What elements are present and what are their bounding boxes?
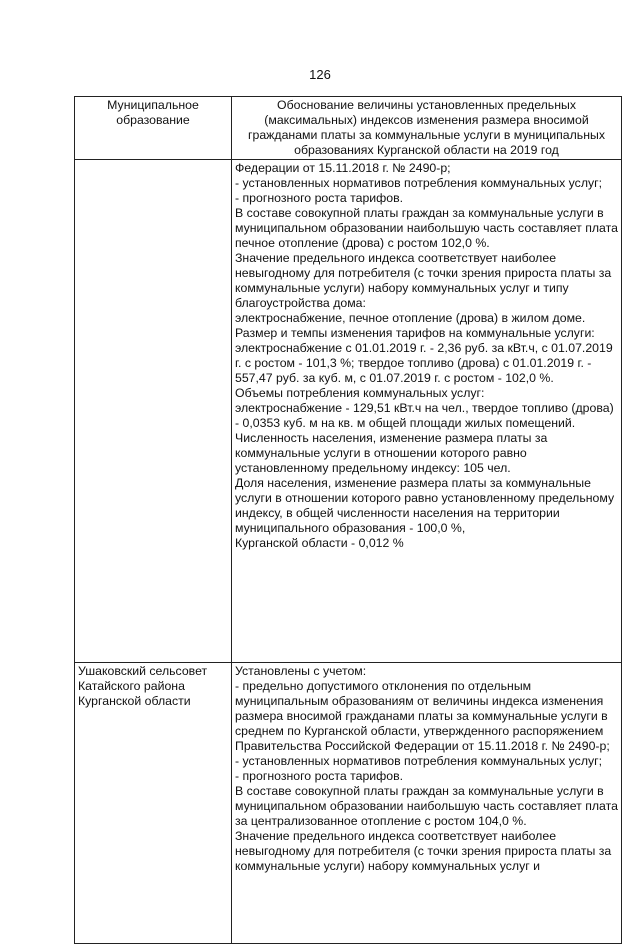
text-line: электроснабжение с 01.01.2019 г. - 2,36 руб. за кВт.ч, с 01.07.2019 г. с ростом - 101,3 %; твердое топливо (дрова) с 01.01.2019 г. - 557,47 руб. за куб. м, с 01.07.2019 г. с ростом - 102,0 %. xyxy=(235,341,613,385)
justification-cell xyxy=(232,663,622,944)
table-row xyxy=(75,160,622,663)
text-line: - установленных нормативов потребления коммунальных услуг; xyxy=(235,176,603,190)
text-line: В составе совокупной платы граждан за коммунальные услуги в муниципальном образовании наибольшую часть составляет плата печное отопление (дрова) с ростом 102,0 %. xyxy=(235,206,618,250)
header-justification: Обоснование величины установленных предельных (максимальных) индексов изменения размера вносимой гражданами платы за коммунальные услуги в муниципальных образованиях Курганской области на 2019 год xyxy=(232,97,622,160)
page-number: 126 xyxy=(309,67,331,82)
text-line: Доля населения, изменение размера платы за коммунальные услуги в отношении которого равно установленному предельному индексу, в общей численности населения на территории муниципального образования - 100,0 %, xyxy=(235,476,615,535)
text-line: Значение предельного индекса соответствует наиболее невыгодному для потребителя (с точки зрения прироста платы за коммунальные услуги) набору коммунальных услуг и xyxy=(235,829,612,873)
text-line: Федерации от 15.11.2018 г. № 2490-р; xyxy=(235,161,451,175)
text-line: Значение предельного индекса соответствует наиболее невыгодному для потребителя (с точки зрения прироста платы за коммунальные услуги) набору коммунальных услуг и типу благоустройства дома: xyxy=(235,251,612,310)
justification-cell xyxy=(232,160,622,663)
text-line: Размер и темпы изменения тарифов на коммунальные услуги: xyxy=(235,326,595,340)
justification-table xyxy=(74,96,622,944)
municipality-cell: Ушаковский сельсовет Катайского района Курганской области xyxy=(75,663,232,944)
table-row xyxy=(75,663,622,944)
text-line: - предельно допустимого отклонения по отдельным муниципальным образованиям от величины индекса изменения размера вносимой гражданами платы за коммунальные услуги в среднем по Курганской области, утвержденного распоряжением Правительства Российской Федерации от 15.11.2018 г. № 2490-р; xyxy=(235,679,610,753)
header-municipality: Муниципальное образование xyxy=(75,97,232,160)
text-line: В составе совокупной платы граждан за коммунальные услуги в муниципальном образовании наибольшую часть составляет плата за централизованное отопление с ростом 104,0 %. xyxy=(235,784,618,828)
text-line: - прогнозного роста тарифов. xyxy=(235,191,404,205)
text-line: электроснабжение, печное отопление (дрова) в жилом доме. xyxy=(235,311,586,325)
text-line: Объемы потребления коммунальных услуг: xyxy=(235,386,485,400)
text-line: Курганской области - 0,012 % xyxy=(235,536,404,550)
text-line: - установленных нормативов потребления коммунальных услуг; xyxy=(235,754,603,768)
text-line: Численность населения, изменение размера платы за коммунальные услуги в отношении которого равно установленному предельному индексу: 105 чел. xyxy=(235,431,548,475)
text-line: электроснабжение - 129,51 кВт.ч на чел., твердое топливо (дрова) - 0,0353 куб. м на кв. м общей площади жилых помещений. xyxy=(235,401,614,430)
text-line: Установлены с учетом: xyxy=(235,664,367,678)
text-line: - прогнозного роста тарифов. xyxy=(235,769,404,783)
municipality-cell xyxy=(75,160,232,663)
table-header-row xyxy=(75,97,622,160)
